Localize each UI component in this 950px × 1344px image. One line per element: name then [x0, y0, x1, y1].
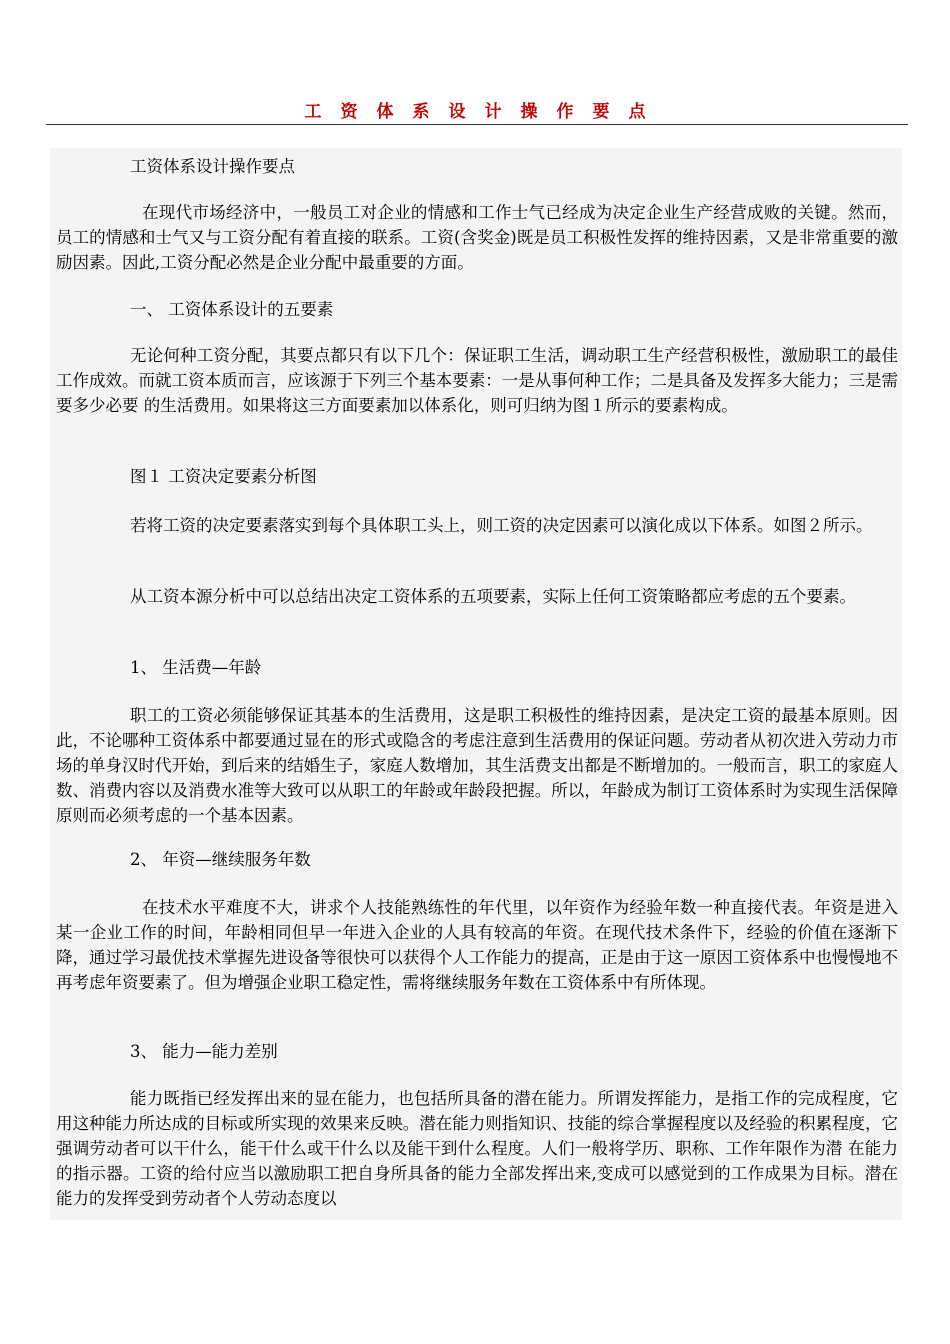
section-heading-1: 一、 工资体系设计的五要素 [130, 300, 334, 319]
paragraph-body: 职工的工资必须能够保证其基本的生活费用，这是职工积极性的维持因素，是决定工资的最基本原则。因此，不论哪种工资体系中都要通过显在的形式或隐含的考虑注意到生活费用的保证问题。劳动者从初次进入劳动力市场的单身汉时代开始，到后来的结婚生子，家庭人数增加，其生活费支出都是不断增加的。一般而言，职工的家庭人数、消费内容以及消费水准等大致可以从职工的年龄或年龄段把握。所以，年龄成为制订工资体系时为实现生活保障原则而必须考虑的一个基本因素。 [56, 706, 898, 825]
paragraph-heading: 工资体系设计操作要点 [130, 157, 295, 176]
title-divider [46, 124, 908, 125]
page-title: 工资体系设计操作要点 [304, 102, 665, 122]
paragraph-body: 能力既指已经发挥出来的显在能力，也包括所具备的潜在能力。所谓发挥能力，是指工作的完成程度，它用这种能力所达成的目标或所实现的效果来反映。潜在能力则指知识、技能的综合掌握程度以及经验的积累程度，它强调劳动者可以干什么，能干什么或干什么以及能干到什么程度。人们一般将学历、职称、工作年限作为潜 在能力的指示器。工资的给付应当以激励职工把自身所具备的能力全部发挥出来,变成可以感觉到的工作成果为目标。潜在能力的发挥受到劳动者个人劳动态度以 [56, 1089, 898, 1208]
subsection-heading: 3、 能力—能力差别 [130, 1042, 278, 1061]
paragraph-intro: 在现代市场经济中，一般员工对企业的情感和工作士气已经成为决定企业生产经营成败的关键。然而，员工的情感和士气又与工资分配有着直接的联系。工资(含奖金)既是员工积极性发挥的维持因素，又是非常重要的激励因素。因此,工资分配必然是企业分配中最重要的方面。 [56, 203, 898, 272]
paragraph-body: 在技术水平难度不大，讲求个人技能熟练性的年代里，以年资作为经验年数一种直接代表。年资是进入某一企业工作的时间，年龄相同但早一年进入企业的人具有较高的年资。在现代技术条件下，经验的价值在逐渐下降，通过学习最优技术掌握先进设备等很快可以获得个人工作能力的提高，正是由于这一原因工资体系中也慢慢地不再考虑年资要素了。但为增强企业职工稳定性，需将继续服务年数在工资体系中有所体现。 [56, 898, 898, 992]
subsection-heading: 1、 生活费—年龄 [130, 658, 262, 677]
paragraph-body: 从工资本源分析中可以总结出决定工资体系的五项要素，实际上任何工资策略都应考虑的五个要素。 [130, 587, 856, 606]
figure-caption: 图１ 工资决定要素分析图 [130, 467, 317, 486]
paragraph-body: 无论何种工资分配，其要点都只有以下几个：保证职工生活，调动职工生产经营积极性，激励职工的最佳工作成效。而就工资本质而言，应该源于下列三个基本要素：一是从事何种工作；二是具备及发挥多大能力；三是需要多少必要 的生活费用。如果将这三方面要素加以体系化，则可归纳为图１所示的要素构成。 [56, 346, 898, 415]
subsection-heading: 2、 年资—继续服务年数 [130, 850, 311, 869]
document-body [50, 148, 902, 1220]
paragraph-body: 若将工资的决定要素落实到每个具体职工头上，则工资的决定因素可以演化成以下体系。如图２所示。 [130, 516, 873, 535]
